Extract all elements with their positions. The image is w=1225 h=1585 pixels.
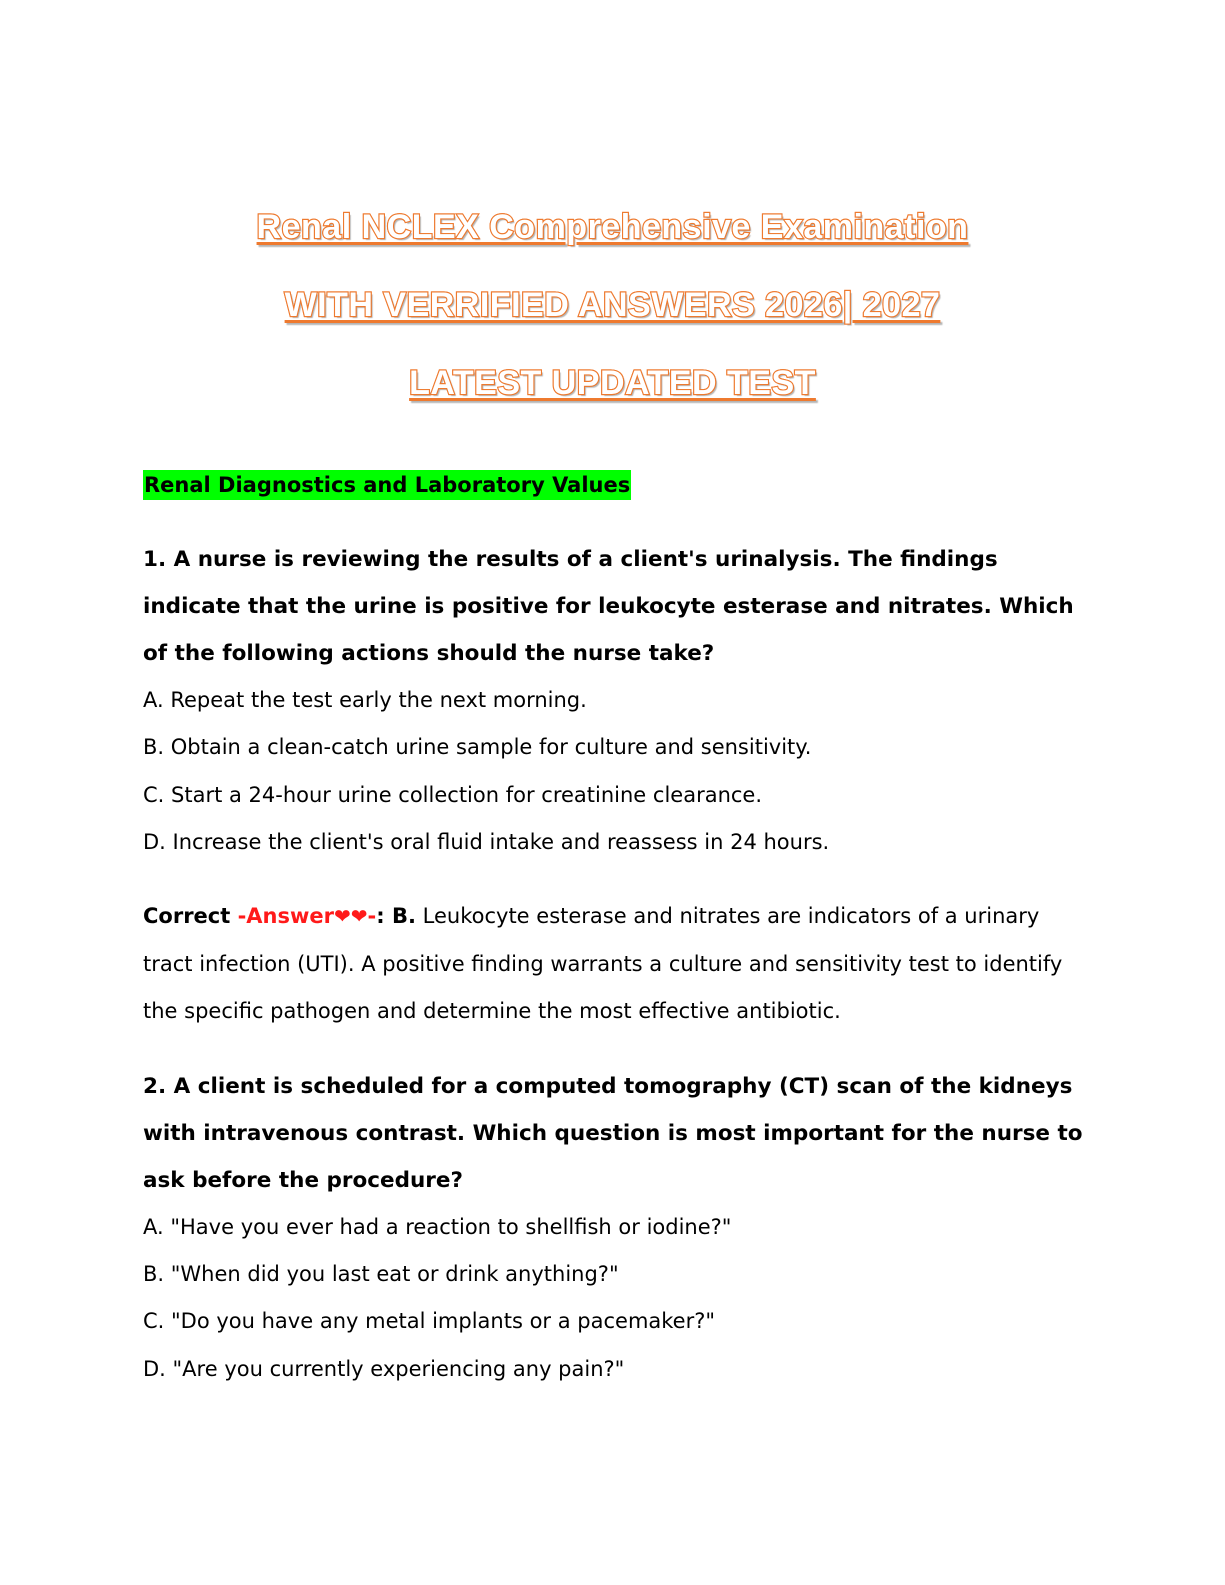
option-a: A. Repeat the test early the next morning.	[143, 688, 587, 712]
option-d: D. "Are you currently experiencing any pain?"	[143, 1356, 625, 1381]
title-line-2: WITH VERRIFIED ANSWERS 2026| 2027	[284, 286, 941, 324]
question-1	[143, 536, 1083, 1036]
answer-marker-end: -	[367, 904, 377, 929]
answer-rationale: Leukocyte esterase and nitrates are indicators of a urinary tract infection (UTI). A positive finding warrants a culture and sensitivity test to identify the specific pathogen and determine the most effective antibiotic.	[143, 904, 1063, 1024]
title-line-1: Renal NCLEX Comprehensive Examination	[256, 208, 969, 246]
question-2	[143, 1063, 1083, 1393]
option-c: C. "Do you have any metal implants or a pacemaker?"	[143, 1309, 716, 1334]
title-line-3: LATEST UPDATED TEST	[409, 364, 816, 402]
answer-choice: B.	[391, 904, 416, 929]
answer-colon: :	[376, 904, 392, 929]
option-d: D. Increase the client's oral fluid intake and reassess in 24 hours.	[143, 829, 830, 854]
question-stem: 1. A nurse is reviewing the results of a client's urinalysis. The findings indicate that the urine is positive for leukocyte esterase and nitrates. Which of the following actions should the nurse take?	[143, 547, 1074, 666]
option-b: B. Obtain a clean-catch urine sample for culture and sensitivity.	[143, 735, 812, 760]
document-title	[0, 188, 1225, 422]
option-b: B. "When did you last eat or drink anything?"	[143, 1261, 619, 1286]
document-body	[143, 470, 1083, 1393]
answer-label: Correct	[143, 904, 238, 929]
option-a: A. "Have you ever had a reaction to shellfish or iodine?"	[143, 1214, 732, 1239]
option-c: C. Start a 24-hour urine collection for creatinine clearance.	[143, 782, 763, 807]
answer-marker-start: -Answer	[237, 904, 335, 929]
heart-icon: ❤	[334, 904, 351, 929]
section-heading: Renal Diagnostics and Laboratory Values	[143, 470, 631, 500]
question-stem: 2. A client is scheduled for a computed tomography (CT) scan of the kidneys with intravenous contrast. Which question is most important for the nurse to ask before the procedure?	[143, 1073, 1083, 1193]
heart-icon: ❤	[350, 904, 368, 929]
answer-block	[143, 893, 1083, 1036]
